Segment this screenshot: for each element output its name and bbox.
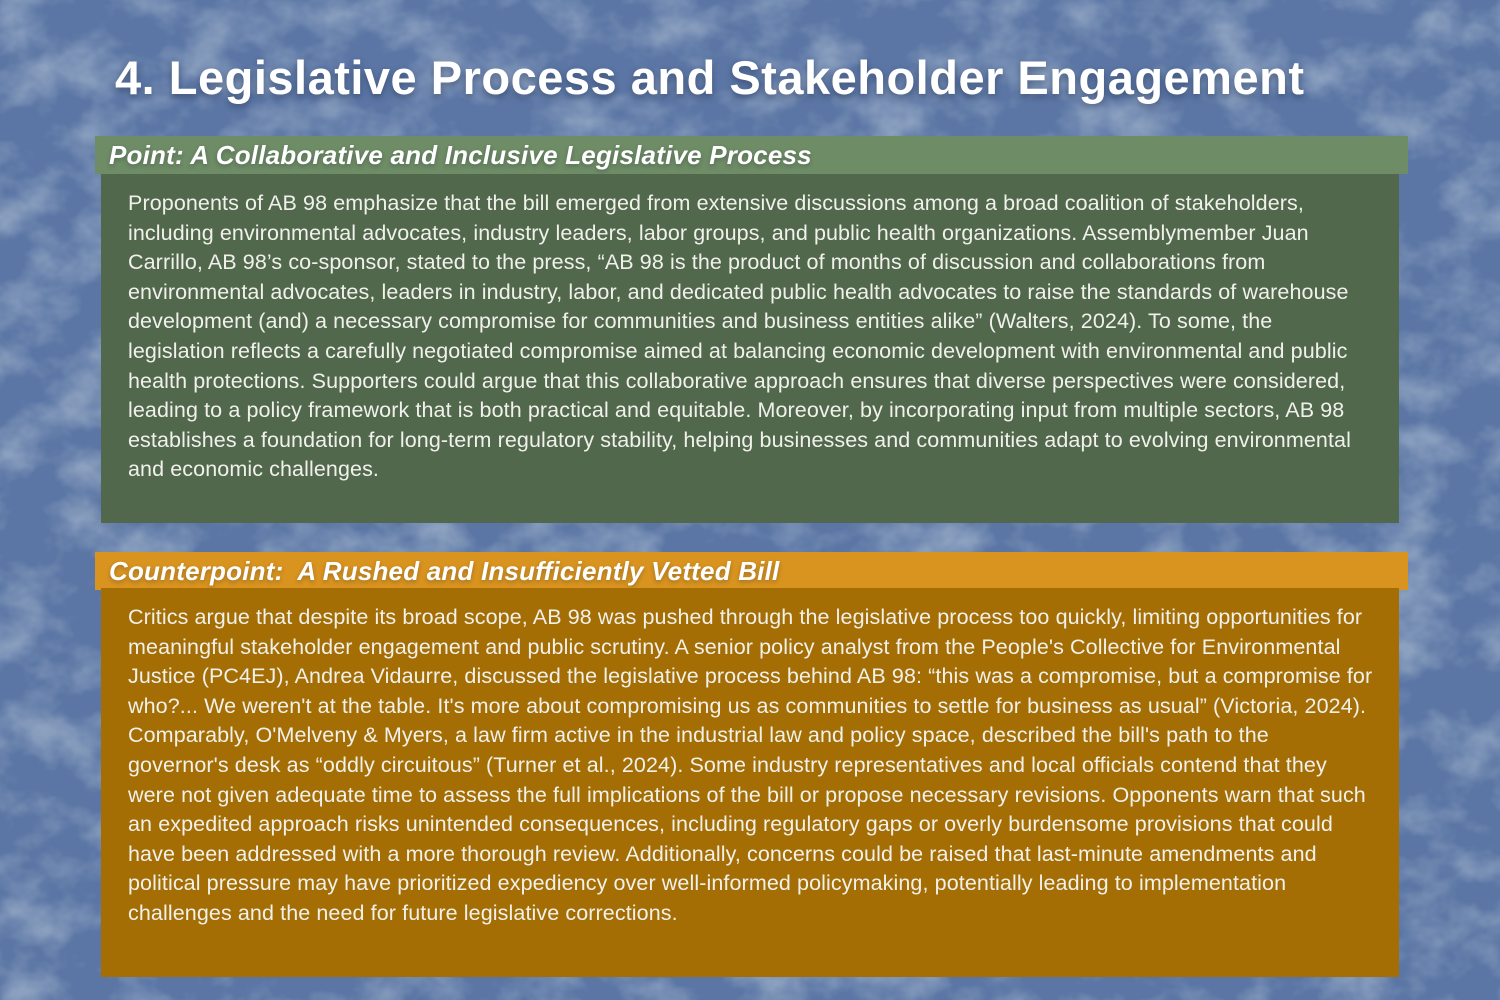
point-header-bar — [95, 136, 1408, 174]
counterpoint-body-text: Critics argue that despite its broad scope, AB 98 was pushed through the legislative process too quickly, limiting opportunities for meaningful stakeholder engagement and public scrutiny. A senior policy analyst from the People's Collective for Environmental Justice (PC4EJ), Andrea Vidaurre, discussed the legislative process behind AB 98: “this was a compromise, but a compromise for who?... We weren't at the table. It's more about compromising us as communities to settle for business as usual” (Victoria, 2024). Comparably, O'Melveny & Myers, a law firm active in the industrial law and policy space, described the bill's path to the governor's desk as “oddly circuitous” (Turner et al., 2024). Some industry representatives and local officials contend that they were not given adequate time to assess the full implications of the bill or propose necessary revisions. Opponents warn that such an expedited approach risks unintended consequences, including regulatory gaps or overly burdensome provisions that could have been addressed with a more thorough review. Additionally, concerns could be raised that last-minute amendments and political pressure may have prioritized expediency over well-informed policymaking, potentially leading to implementation challenges and the need for future legislative corrections. — [128, 605, 1373, 925]
point-body-panel — [101, 174, 1399, 523]
counterpoint-header-title: Counterpoint: A Rushed and Insufficiently Vetted Bill — [109, 555, 780, 586]
counterpoint-body-panel — [101, 588, 1399, 977]
point-body-text: Proponents of AB 98 emphasize that the bill emerged from extensive discussions among a broad coalition of stakeholders, including environmental advocates, industry leaders, labor groups, and public health organizations. Assemblymember Juan Carrillo, AB 98’s co-sponsor, stated to the press, “AB 98 is the product of months of discussion and collaborations from environmental advocates, leaders in industry, labor, and dedicated public health advocates to raise the standards of warehouse development (and) a necessary compromise for communities and business entities alike” (Walters, 2024). To some, the legislation reflects a carefully negotiated compromise aimed at balancing economic development with environmental and public health protections. Supporters could argue that this collaborative approach ensures that diverse perspectives were considered, leading to a policy framework that is both practical and equitable. Moreover, by incorporating input from multiple sectors, AB 98 establishes a foundation for long-term regulatory stability, helping businesses and communities adapt to evolving environmental and economic challenges. — [128, 191, 1351, 482]
page-title: 4. Legislative Process and Stakeholder Engagement — [115, 51, 1305, 104]
point-header-title: Point: A Collaborative and Inclusive Legislative Process — [109, 139, 812, 170]
counterpoint-header-bar — [95, 552, 1408, 590]
